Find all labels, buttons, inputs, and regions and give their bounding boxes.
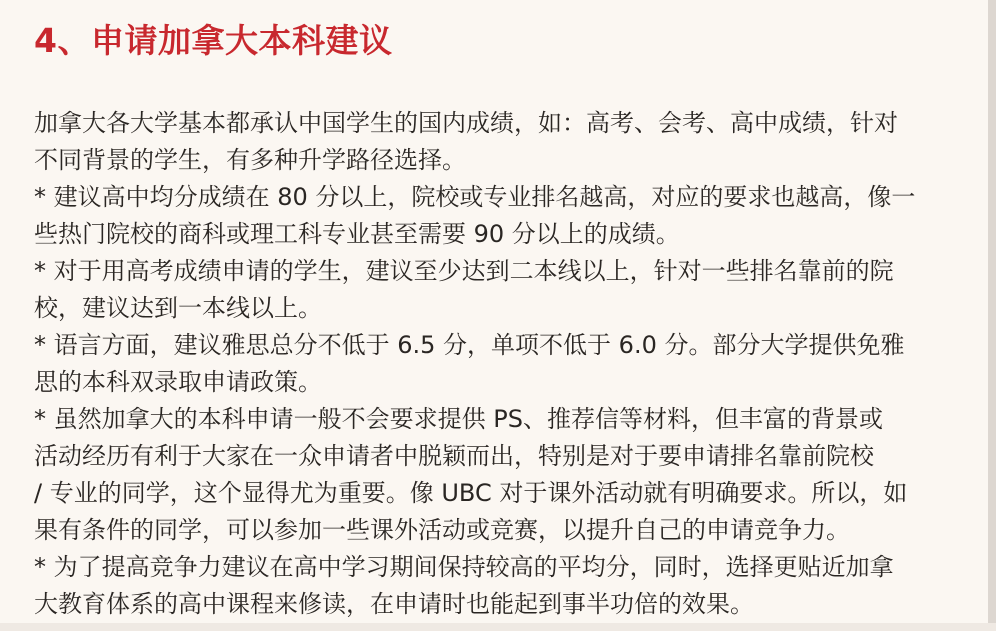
body-line-3: * 建议高中均分成绩在 80 分以上，院校或专业排名越高，对应的要求也越高，像一	[34, 183, 916, 211]
body-line-4: 些热门院校的商科或理工科专业甚至需要 90 分以上的成绩。	[34, 220, 680, 248]
body-line-13: * 为了提高竞争力建议在高中学习期间保持较高的平均分，同时，选择更贴近加拿	[34, 553, 894, 581]
body-line-8: 思的本科双录取申请政策。	[34, 368, 322, 396]
page-title: 4、申请加拿大本科建议	[34, 21, 393, 60]
right-edge-divider	[988, 0, 996, 631]
body-line-7: * 语言方面，建议雅思总分不低于 6.5 分，单项不低于 6.0 分。部分大学提供免雅	[34, 331, 905, 359]
body-line-6: 校，建议达到一本线以上。	[34, 294, 322, 322]
body-line-11: / 专业的同学，这个显得尤为重要。像 UBC 对于课外活动就有明确要求。所以，如	[34, 479, 908, 507]
body-line-10: 活动经历有利于大家在一众申请者中脱颖而出，特别是对于要申请排名靠前院校	[34, 442, 874, 470]
body-line-2: 不同背景的学生，有多种升学路径选择。	[34, 146, 466, 174]
body-line-14: 大教育体系的高中课程来修读，在申请时也能起到事半功倍的效果。	[34, 590, 754, 618]
body-line-5: * 对于用高考成绩申请的学生，建议至少达到二本线以上，针对一些排名靠前的院	[34, 257, 894, 285]
bottom-edge-shadow	[0, 623, 996, 631]
body-line-1: 加拿大各大学基本都承认中国学生的国内成绩，如：高考、会考、高中成绩，针对	[34, 109, 898, 137]
body-line-9: * 虽然加拿大的本科申请一般不会要求提供 PS、推荐信等材料，但丰富的背景或	[34, 405, 883, 433]
article-body	[34, 105, 964, 623]
body-line-12: 果有条件的同学，可以参加一些课外活动或竞赛，以提升自己的申请竞争力。	[34, 516, 850, 544]
